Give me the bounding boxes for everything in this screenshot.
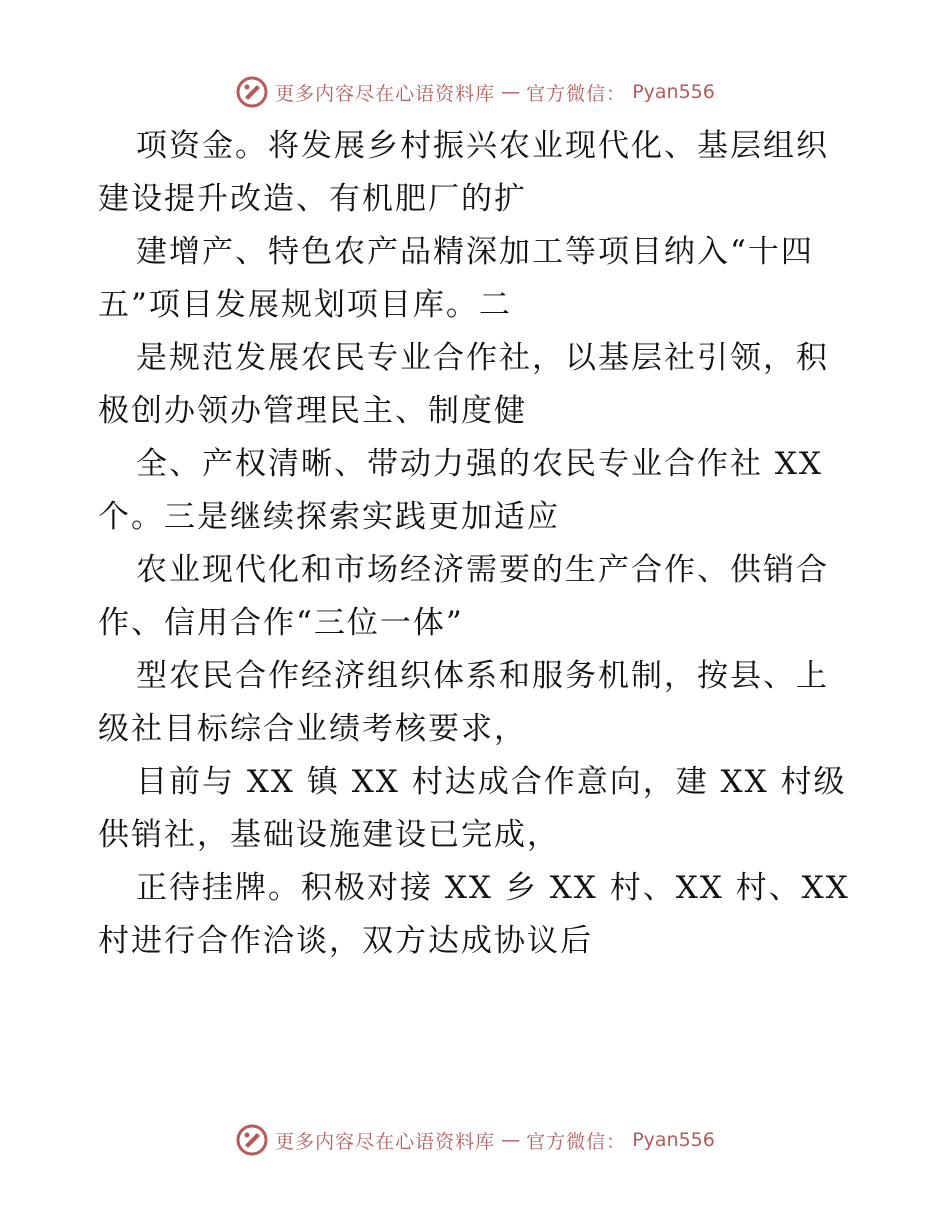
text-line: 个。三是继续探索实践更加适应 [98, 499, 560, 535]
text-line: 正待挂牌。积极对接 XX 乡 XX 村、XX 村、XX [136, 870, 850, 906]
text-line: 村进行合作洽谈，双方达成协议后 [98, 923, 593, 959]
watermark-separator: — [501, 1129, 521, 1151]
text-line: 全、产权清晰、带动力强的农民专业合作社 XX [136, 446, 823, 482]
watermark-contact: 官方微信： [526, 1130, 627, 1153]
seal-logo-icon [235, 1123, 269, 1157]
text-line: 建设提升改造、有机肥厂的扩 [98, 181, 527, 217]
text-line: 农业现代化和市场经济需要的生产合作、供销合 [136, 552, 829, 588]
watermark-label: 更多内容尽在心语资料库 [275, 1130, 496, 1153]
text-line: 是规范发展农民专业合作社，以基层社引领，积 [136, 340, 829, 376]
seal-logo-icon [235, 75, 269, 109]
watermark-brand: Pyan556 [632, 81, 715, 103]
watermark-contact: 官方微信： [526, 82, 627, 105]
text-line: 级社目标综合业绩考核要求， [98, 711, 527, 747]
watermark-brand: Pyan556 [632, 1129, 715, 1151]
text-line: 作、信用合作“三位一体” [98, 605, 464, 641]
watermark-separator: — [501, 81, 521, 103]
text-line: 型农民合作经济组织体系和服务机制，按县、上 [136, 658, 829, 694]
text-line: 供销社，基础设施建设已完成， [98, 817, 560, 853]
header-watermark [0, 72, 950, 112]
text-line: 极创办领办管理民主、制度健 [98, 393, 527, 429]
watermark-label: 更多内容尽在心语资料库 [275, 82, 496, 105]
text-line: 目前与 XX 镇 XX 村达成合作意向，建 XX 村级 [136, 764, 847, 800]
text-line: 五”项目发展规划项目库。二 [98, 287, 512, 323]
document-body [98, 120, 858, 968]
text-line: 项资金。将发展乡村振兴农业现代化、基层组织 [136, 128, 829, 164]
text-line: 建增产、特色农产品精深加工等项目纳入“十四 [136, 234, 814, 270]
footer-watermark [0, 1120, 950, 1160]
